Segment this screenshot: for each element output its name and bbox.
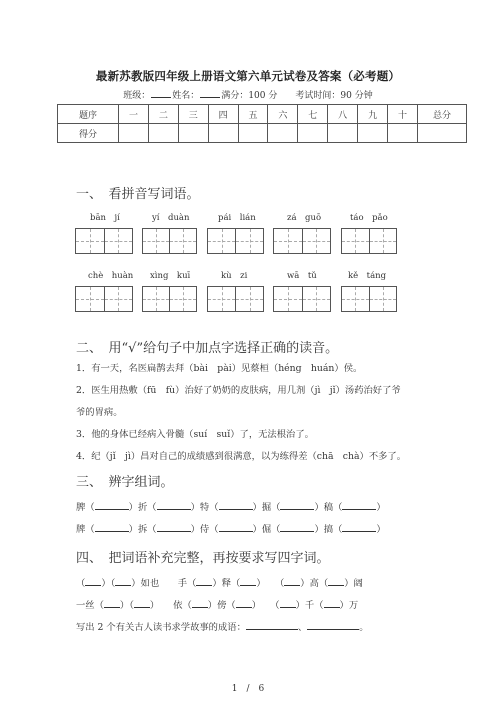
exam-time: 考试时间：90 分钟	[295, 91, 373, 101]
pinyin-label: pái lián	[218, 213, 256, 223]
score-cell: 题序	[58, 105, 119, 124]
pinyin-label: zá guō	[287, 213, 322, 223]
char: 侍	[199, 524, 210, 535]
idiom-row: 一丝（ ）（ ） 依（ ）傍（ ） （ ）千（ ）万	[76, 600, 359, 611]
answer-blank[interactable]	[284, 576, 300, 586]
class-blank	[151, 89, 171, 98]
char-row: 牌（ ）拆（ ）侍（ ）倔（ ）搞（ ）	[76, 524, 386, 535]
pinyin-label: kù zi	[221, 271, 248, 281]
char: 搞	[323, 524, 334, 535]
char: 牌	[76, 524, 86, 535]
page-title: 最新苏教版四年级上册语文第六单元试卷及答案（必考题）	[95, 69, 401, 83]
answer-blank[interactable]	[236, 598, 252, 608]
char: 稿	[323, 502, 334, 513]
char-row: 脾（ ）折（ ）特（ ）掘（ ）稿（ ）	[76, 502, 386, 513]
idiom-text: 傍	[217, 600, 227, 611]
separator: 、	[297, 622, 308, 633]
class-label: 班级：	[123, 91, 151, 101]
score-table-score-row	[58, 124, 467, 143]
idiom-text: 手	[177, 578, 188, 589]
score-cell: 五	[238, 105, 268, 124]
idiom-text: 千	[304, 600, 315, 611]
answer-blank[interactable]	[280, 522, 314, 532]
answer-blank[interactable]	[280, 598, 296, 608]
question-line: 1．有一天，名医扁鹊去拜（bài pài）见蔡桓（héng huán）侯。	[76, 363, 363, 374]
answer-blank[interactable]	[95, 522, 129, 532]
score-input-cell[interactable]	[418, 124, 467, 143]
idiom-text: 依	[173, 600, 183, 611]
writing-grid[interactable]	[75, 286, 133, 312]
score-input-cell[interactable]	[298, 124, 328, 143]
name-blank	[200, 89, 220, 98]
score-cell: 一	[119, 105, 149, 124]
section-number: 一、	[76, 187, 96, 202]
writing-grid[interactable]	[75, 228, 133, 254]
answer-blank[interactable]	[192, 598, 208, 608]
score-cell: 十	[388, 105, 418, 124]
answer-blank[interactable]	[328, 576, 344, 586]
score-input-cell[interactable]	[328, 124, 358, 143]
answer-blank[interactable]	[219, 522, 253, 532]
answer-blank[interactable]	[115, 576, 131, 586]
question-text: 写出 2 个有关古人读书求学故事的成语：	[76, 622, 246, 633]
full-score: 满分：100 分	[221, 91, 278, 101]
score-cell: 二	[148, 105, 178, 124]
writing-grid[interactable]	[341, 286, 397, 312]
pinyin-label: táo pǎo	[350, 213, 388, 223]
section-title: 看拼音写词语。	[108, 187, 200, 202]
pinyin-label: chè huàn	[88, 271, 134, 281]
question-line: 4．纪（jǐ jì）昌对自己的成绩感到很满意，以为练得差（chā chà）不多了。	[76, 451, 407, 462]
answer-blank[interactable]	[246, 620, 298, 630]
char: 拆	[137, 524, 148, 535]
pinyin-label: bān jí	[90, 213, 120, 223]
section-number: 二、	[76, 341, 96, 356]
writing-grid[interactable]	[207, 228, 264, 254]
answer-blank[interactable]	[219, 500, 253, 510]
idiom-text: 一丝	[76, 600, 95, 611]
score-cell: 总分	[418, 105, 467, 124]
answer-blank[interactable]	[157, 522, 191, 532]
section-3-heading	[76, 471, 174, 490]
question-line: 爷的胃病。	[76, 407, 123, 418]
section-2-heading	[76, 337, 338, 356]
char: 脾	[76, 502, 86, 513]
name-label: 姓名：	[172, 91, 200, 101]
answer-blank[interactable]	[307, 620, 359, 630]
answer-blank[interactable]	[95, 500, 129, 510]
char: 特	[199, 502, 210, 513]
section-number: 三、	[76, 475, 96, 490]
pinyin-label: xìng kuī	[150, 271, 191, 281]
writing-grid[interactable]	[207, 286, 264, 312]
score-input-cell[interactable]	[388, 124, 418, 143]
writing-grid[interactable]	[142, 286, 197, 312]
answer-blank[interactable]	[240, 576, 256, 586]
exam-info	[0, 88, 496, 101]
question-line: 3．他的身体已经病入骨髓（suí suǐ）了，无法根治了。	[76, 429, 314, 440]
answer-blank[interactable]	[342, 522, 376, 532]
score-table-header-row	[58, 105, 467, 124]
score-row-label: 得分	[58, 124, 119, 143]
answer-blank[interactable]	[196, 576, 212, 586]
score-input-cell[interactable]	[268, 124, 298, 143]
answer-blank[interactable]	[280, 500, 314, 510]
answer-blank[interactable]	[85, 576, 101, 586]
writing-grid[interactable]	[273, 286, 331, 312]
score-cell: 六	[268, 105, 298, 124]
score-input-cell[interactable]	[148, 124, 178, 143]
pinyin-label: kě táng	[348, 271, 387, 281]
pinyin-label: yí duàn	[152, 213, 190, 223]
idiom-text: 如也	[140, 578, 160, 589]
section-title: 把词语补充完整，再按要求写四字词。	[108, 551, 330, 566]
score-input-cell[interactable]	[208, 124, 238, 143]
section-title: 用“√”给句子中加点字选择正确的读音。	[108, 341, 339, 356]
idiom-row	[76, 619, 369, 633]
question-line: 2．医生用热敷（fū fù）治好了奶奶的皮肤病，用几剂（jì jǐ）汤药治好了爷	[76, 385, 401, 396]
score-input-cell[interactable]	[178, 124, 208, 143]
score-input-cell[interactable]	[358, 124, 388, 143]
score-cell: 三	[178, 105, 208, 124]
idiom-text: 释	[221, 578, 232, 589]
char: 倔	[261, 524, 272, 535]
writing-grid[interactable]	[273, 228, 331, 254]
score-cell: 七	[298, 105, 328, 124]
idiom-text: 高	[309, 578, 319, 589]
section-title: 辨字组词。	[108, 475, 174, 490]
score-cell: 四	[208, 105, 238, 124]
section-4-heading	[76, 547, 330, 566]
idiom-text: 万	[348, 600, 359, 611]
pinyin-label: wā tǔ	[287, 271, 317, 281]
idiom-row: （ ）（ ）如也 手（ ）释（ ） （ ）高（ ）阔	[76, 578, 363, 589]
score-input-cell[interactable]	[238, 124, 268, 143]
score-cell: 八	[328, 105, 358, 124]
score-table	[57, 104, 467, 143]
answer-blank[interactable]	[134, 598, 150, 608]
writing-grid[interactable]	[341, 228, 397, 254]
answer-blank[interactable]	[104, 598, 120, 608]
page-number: 1 / 6	[231, 684, 265, 694]
section-number: 四、	[76, 551, 96, 566]
writing-grid[interactable]	[142, 228, 197, 254]
section-1-heading	[76, 183, 200, 202]
char: 掘	[261, 502, 272, 513]
answer-blank[interactable]	[157, 500, 191, 510]
score-cell: 九	[358, 105, 388, 124]
idiom-text: 阔	[353, 578, 363, 589]
period: 。	[359, 622, 369, 633]
answer-blank[interactable]	[324, 598, 340, 608]
score-input-cell[interactable]	[119, 124, 149, 143]
char: 折	[137, 502, 148, 513]
answer-blank[interactable]	[342, 500, 376, 510]
